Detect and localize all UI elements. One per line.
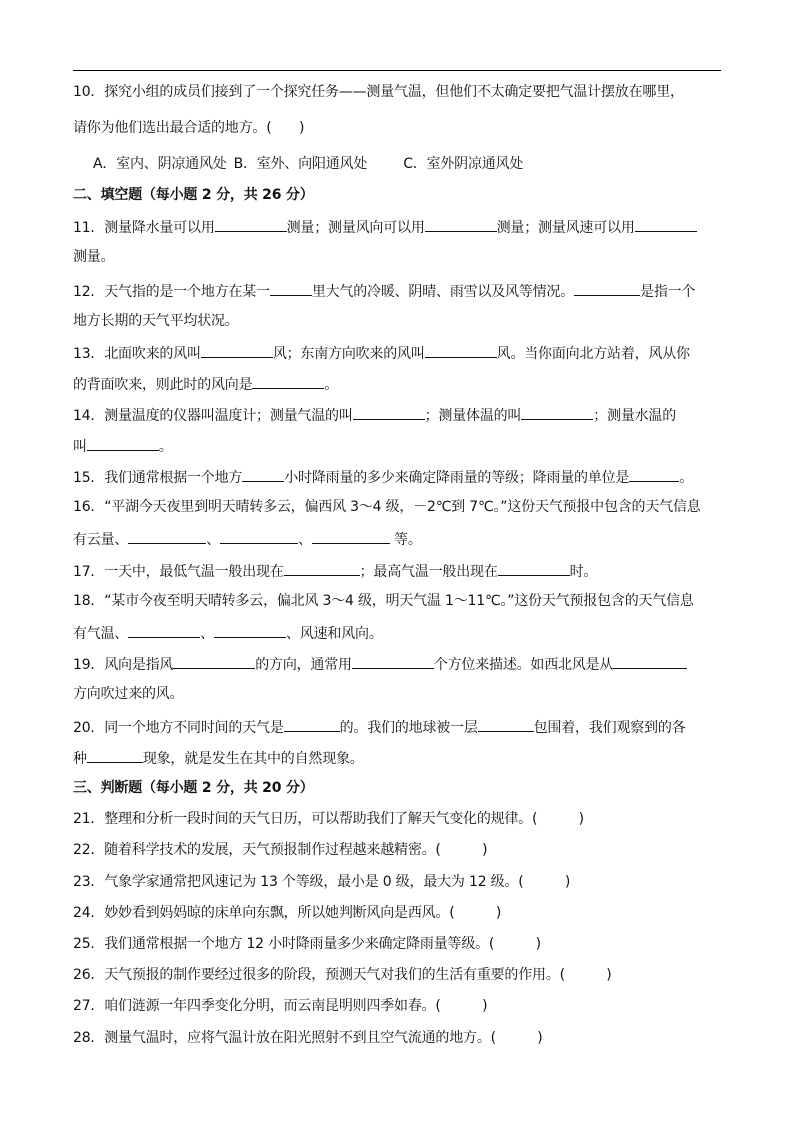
question-27: 27．咱们涟源一年四季变化分明，而云南昆明则四季如春。( )	[73, 998, 488, 1014]
q18-cont-1: 有气温、	[73, 626, 129, 642]
q13-text-1: 13．北面吹来的风叫	[73, 346, 201, 362]
question-17	[73, 560, 733, 582]
q17-text-1: 17．一天中，最低气温一般出现在	[73, 564, 284, 580]
question-10-cont-text: 请你为他们选出最合适的地方。( )	[73, 120, 305, 136]
question-19	[73, 653, 733, 675]
q16-cont-1: 有云量、	[73, 532, 129, 548]
answer-blank[interactable]	[215, 216, 287, 232]
question-20	[73, 716, 733, 738]
q13-cont-1: 的背面吹来，则此时的风向是	[73, 377, 253, 393]
q18-cont-3: 、风速和风向。	[286, 626, 383, 642]
option-c[interactable]: C．室外阴凉通风处	[403, 156, 524, 172]
q13-cont-2: 。	[324, 377, 339, 393]
answer-blank[interactable]	[425, 216, 497, 232]
q20-text-1: 20．同一个地方不同时间的天气是	[73, 720, 284, 736]
answer-blank[interactable]	[270, 280, 312, 296]
section-3-heading: 三、判断题（每小题 2 分，共 20 分）	[73, 780, 314, 796]
question-12-continued: 地方长期的天气平均状况。	[73, 313, 239, 329]
question-10-text: 10．探究小组的成员们接到了一个探究任务——测量气温，但他们不太确定要把气温计摆放在哪里，	[73, 84, 684, 100]
question-22: 22．随着科学技术的发展，天气预报制作过程越来越精密。( )	[73, 842, 488, 858]
question-28: 28．测量气温时，应将气温计放在阳光照射不到且空气流通的地方。( )	[73, 1030, 543, 1046]
question-13	[73, 342, 733, 364]
q17-text-2: ；最高气温一般出现在	[359, 564, 498, 580]
q14-cont-2: 。	[158, 439, 173, 455]
answer-blank[interactable]	[220, 528, 298, 544]
q20-text-3: 包围着，我们观察到的各	[533, 720, 686, 736]
answer-blank[interactable]	[312, 528, 390, 544]
question-18: 18．“某市今夜至明天晴转多云，偏北风 3～4 级，明天气温 1～11℃。”这份天气预报包含的天气信息	[73, 593, 694, 609]
answer-blank[interactable]	[629, 466, 679, 482]
answer-blank[interactable]	[635, 216, 697, 232]
q15-text-3: 。	[679, 470, 694, 486]
question-23: 23．气象学家通常把风速记为 13 个等级，最小是 0 级，最大为 12 级。( )	[73, 874, 571, 890]
question-26: 26．天气预报的制作要经过很多的阶段，预测天气对我们的生活有重要的作用。( )	[73, 967, 612, 983]
q20-text-2: 的。我们的地球被一层	[339, 720, 478, 736]
q11-text-1: 11．测量降水量可以用	[73, 220, 215, 236]
question-16-continued	[73, 528, 733, 550]
q12-text-1: 12．天气指的是一个地方在某一	[73, 284, 270, 300]
answer-blank[interactable]	[284, 560, 360, 576]
question-19-continued: 方向吹过来的风。	[73, 686, 184, 702]
q20-cont-2: 现象，就是发生在其中的自然现象。	[142, 751, 364, 767]
answer-blank[interactable]	[425, 342, 497, 358]
q14-text-3: ；测量水温的	[593, 408, 677, 424]
answer-blank[interactable]	[353, 404, 425, 420]
question-11-continued: 测量。	[73, 249, 115, 265]
question-16: 16．“平湖今天夜里到明天晴转多云，偏西风 3～4 级，－2℃到 7℃。”这份天气预报中包含的天气信息	[73, 499, 701, 515]
answer-blank[interactable]	[128, 622, 200, 638]
question-14-continued	[73, 435, 733, 457]
answer-blank[interactable]	[521, 404, 593, 420]
answer-blank[interactable]	[87, 435, 159, 451]
q20-cont-1: 种	[73, 751, 87, 767]
q13-text-2: 风；东南方向吹来的风叫	[272, 346, 425, 362]
answer-blank[interactable]	[242, 466, 284, 482]
question-25: 25．我们通常根据一个地方 12 小时降雨量多少来确定降雨量等级。( )	[73, 936, 541, 952]
q18-sep: 、	[200, 626, 215, 642]
answer-blank[interactable]	[252, 373, 324, 389]
question-12	[73, 280, 733, 302]
answer-blank[interactable]	[87, 747, 143, 763]
q12-text-2: 里大气的冷暖、阴晴、雨雪以及风等情况。	[311, 284, 575, 300]
q19-text-1: 19．风向是指风	[73, 657, 174, 673]
section-2-heading: 二、填空题（每小题 2 分，共 26 分）	[73, 187, 314, 203]
question-15	[73, 466, 733, 488]
option-a[interactable]: A．室内、阴凉通风处	[93, 156, 227, 172]
question-13-continued	[73, 373, 733, 395]
question-24: 24．妙妙看到妈妈晾的床单向东飘，所以她判断风向是西风。( )	[73, 905, 502, 921]
answer-blank[interactable]	[284, 716, 340, 732]
question-14	[73, 404, 733, 426]
answer-blank[interactable]	[173, 653, 255, 669]
q16-cont-3: 等。	[389, 532, 422, 548]
q11-text-2: 测量；测量风向可以用	[286, 220, 425, 236]
answer-blank[interactable]	[201, 342, 273, 358]
q16-sep-1: 、	[206, 532, 221, 548]
q14-text-1: 14．测量温度的仪器叫温度计；测量气温的叫	[73, 408, 353, 424]
q12-text-3: 是指一个	[640, 284, 696, 300]
option-b[interactable]: B．室外、向阳通风处	[233, 156, 368, 172]
answer-blank[interactable]	[574, 280, 640, 296]
answer-blank[interactable]	[478, 716, 534, 732]
question-18-continued	[73, 622, 733, 644]
question-10	[73, 82, 733, 102]
q11-text-3: 测量；测量风速可以用	[496, 220, 635, 236]
answer-blank[interactable]	[352, 653, 434, 669]
q19-text-2: 的方向，通常用	[255, 657, 352, 673]
question-21: 21．整理和分析一段时间的天气日历，可以帮助我们了解天气变化的规律。( )	[73, 811, 584, 827]
answer-blank[interactable]	[128, 528, 206, 544]
question-10-options	[93, 154, 753, 174]
header-rule	[73, 70, 721, 71]
question-10-continued	[73, 118, 733, 138]
q13-text-3: 风。当你面向北方站着，风从你	[496, 346, 690, 362]
q15-text-2: 小时降雨量的多少来确定降雨量的等级；降雨量的单位是	[284, 470, 630, 486]
q17-text-3: 时。	[569, 564, 598, 580]
q14-cont-1: 叫	[73, 439, 87, 455]
answer-blank[interactable]	[498, 560, 570, 576]
q15-text-1: 15．我们通常根据一个地方	[73, 470, 243, 486]
q19-text-3: 个方位来描述。如西北风是从	[433, 657, 614, 673]
answer-blank[interactable]	[613, 653, 687, 669]
q14-text-2: ；测量体温的叫	[424, 408, 522, 424]
question-20-continued	[73, 747, 733, 769]
answer-blank[interactable]	[214, 622, 286, 638]
question-11	[73, 216, 733, 238]
q16-sep-2: 、	[298, 532, 312, 548]
